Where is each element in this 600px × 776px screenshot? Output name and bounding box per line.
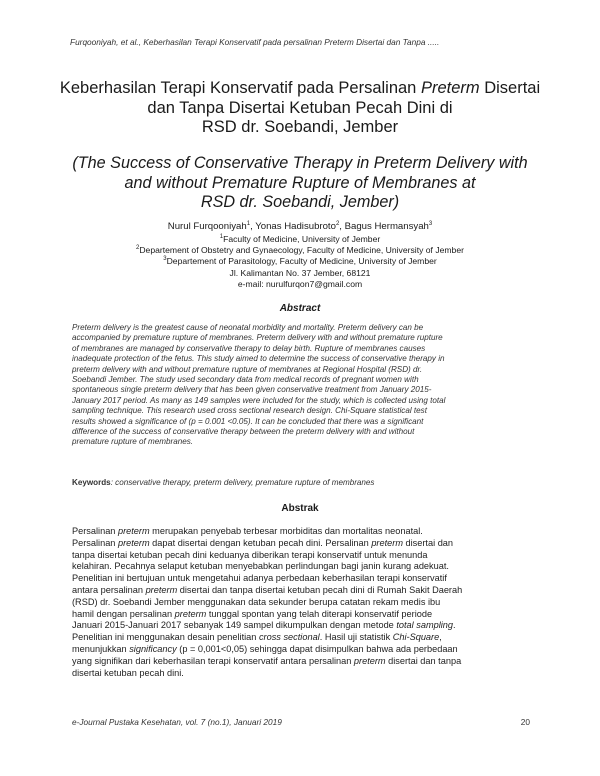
running-head: Furqooniyah, et al., Keberhasilan Terapi Konservatif pada persalinan Preterm Disertai dan Tanpa ..... (70, 37, 440, 47)
abstract-heading: Abstract (279, 303, 321, 314)
title-id-line1-italic: Preterm (420, 79, 480, 97)
abstrak-italic: preterm (145, 584, 178, 595)
abstrak-line (72, 644, 530, 656)
abstrak-text: tunggal spontan yang telah diterapi konservatif periode (206, 608, 433, 619)
abstrak-italic: preterm (174, 608, 207, 619)
abstract-line: premature rupture of membranes. (72, 437, 194, 447)
abstrak-heading: Abstrak (281, 503, 319, 514)
title-indonesian (40, 79, 560, 138)
abstract-line: inadequate protection of the fetus. This study aimed to determine the success of conservative therapy in (72, 354, 445, 364)
abstrak-italic: significancy (129, 643, 177, 654)
abstract-line: January 2017 period. As many as 149 samples were included for the study, which is collected using total (72, 395, 446, 405)
abstrak-text: (p = 0,001<0,05) sehingga dapat disimpulkan bahwa ada perbedaan (176, 643, 458, 654)
email: e-mail: nurulfurqon7@gmail.com (237, 278, 363, 289)
abstrak-line (72, 585, 530, 597)
abstrak-text: Persalinan (72, 526, 118, 536)
abstrak-line (72, 538, 530, 550)
abstrak-text: Januari 2015-Januari 2017 sebanyak 149 sampel dikumpulkan dengan metode (72, 620, 397, 631)
abstrak-italic: preterm (117, 537, 150, 548)
title-id-line3: RSD dr. Soebandi, Jember (201, 118, 399, 137)
abstract-line: difference of the success of conservative therapy between the preterm delivery with and without (72, 427, 415, 437)
affiliation-1-sup: 1 (219, 234, 224, 240)
affiliation-1 (40, 234, 560, 245)
title-id-line2: dan Tanpa Disertai Ketuban Pecah Dini di (147, 98, 453, 117)
abstrak-line (72, 609, 530, 621)
abstrak-text: disertai dan tanpa disertai ketuban pecah dini di Rumah Sakit Daerah (177, 584, 463, 595)
author-1-sup: 1 (246, 221, 251, 227)
author-3-sup: 3 (428, 221, 433, 227)
affiliation-2 (40, 245, 560, 256)
abstract-line: sampling technique. This research used cross sectional research design. Chi-Square statistical test (72, 406, 427, 416)
keywords (72, 478, 530, 487)
title-en-line1: (The Success of Conservative Therapy in Preterm Delivery with (72, 154, 528, 172)
address: Jl. Kalimantan No. 37 Jember, 68121 (229, 267, 371, 278)
affiliation-1-text: Faculty of Medicine, University of Jember (223, 234, 381, 244)
abstrak-text: . Hasil uji statistik (319, 632, 393, 643)
abstract-line: results showed a significance of (p = 0.001 <0.05). It can be concluded that there was a significant (72, 416, 424, 426)
title-en-line2: and without Premature Rupture of Membranes at (124, 173, 476, 192)
abstrak-line: disertai ketuban pecah dini. (72, 667, 184, 678)
abstrak-text: dapat disertai dengan ketuban pecah dini. Persalinan (149, 537, 372, 548)
abstrak-line (72, 526, 530, 538)
abstract-line: Soebandi Jember. The study used secondary data from medical records of pregnant women with (72, 375, 419, 385)
abstract-body (72, 323, 530, 448)
abstract-line: accompanied by premature rupture of membranes. Preterm delivery with and without premature rupture (72, 333, 443, 343)
abstrak-line: kelahiran. Pecahnya selaput ketuban menyebabkan perlindungan bagi janin kurang adekuat. (72, 561, 449, 572)
author-1: Nurul Furqooniyah (167, 221, 247, 232)
abstrak-italic: preterm (371, 537, 403, 548)
abstract-line: of membranes are managed by conservative therapy to delay birth. Rupture of membranes causes (72, 343, 426, 353)
abstrak-line: Penelitian ini menggunakan desain penelitian cross sectional. Hasil uji statistik Chi-Square, (72, 632, 442, 643)
abstrak-italic: preterm (353, 655, 386, 666)
abstrak-text: yang signifikan dari keberhasilan terapi konservatif antara persalinan (72, 655, 354, 666)
abstrak-text: Penelitian ini menggunakan desain penelitian (72, 632, 259, 643)
author-list (40, 221, 560, 233)
abstrak-italic: preterm (117, 526, 150, 536)
affiliation-2-text: Departement of Obstetry and Gynaecology, Faculty of Medicine, University of Jember (139, 245, 464, 256)
affiliations (40, 234, 560, 290)
abstrak-body (72, 526, 530, 679)
abstrak-text: disertai dan (402, 537, 454, 548)
abstrak-line: Penelitian ini bertujuan untuk mengetahui adanya perbedaan keberhasilan terapi konservatif (72, 573, 447, 584)
affiliation-3-text: Departement of Parasitology, Faculty of Medicine, University of Jember (166, 256, 437, 267)
title-english (40, 154, 560, 213)
author-2: , Yonas Hadisubroto (250, 221, 336, 232)
abstrak-text: menunjukkan (72, 643, 130, 654)
abstrak-text: merupakan penyebab terbesar morbiditas dan mortalitas neonatal. (149, 526, 423, 536)
abstrak-text: antara persalinan (72, 584, 146, 595)
abstrak-line: tanpa disertai ketuban pecah dini keduanya diberikan terapi konservatif untuk menunda (72, 549, 428, 560)
abstrak-line: Januari 2015-Januari 2017 sebanyak 149 sampel dikumpulkan dengan metode total sampling. (72, 620, 456, 631)
title-en-line3: RSD dr. Soebandi, Jember) (200, 193, 400, 212)
abstrak-italic: Chi-Square (392, 632, 440, 643)
abstract-line: preterm delivery with and without premature rupture of membranes at Regional Hospital (RSD) dr. (72, 364, 423, 374)
page-number: 20 (520, 717, 530, 727)
abstract-line: spontaneous single preterm delivery that has been given conservative treatment from January 2015- (72, 385, 432, 395)
author-3: , Bagus Hermansyah (339, 221, 429, 232)
abstrak-text: Persalinan (72, 537, 118, 548)
affiliation-2-sup: 2 (136, 245, 140, 252)
abstract-line: Preterm delivery is the greatest cause of neonatal morbidity and mortality. Preterm delivery can be (72, 323, 424, 332)
abstrak-text: disertai dan tanpa (385, 655, 462, 666)
author-2-sup: 2 (335, 221, 340, 227)
footer-journal: e-Journal Pustaka Kesehatan, vol. 7 (no.1), Januari 2019 (72, 717, 282, 727)
title-id-line1-part2: Disertai (479, 79, 541, 97)
abstrak-text: hamil dengan persalinan (72, 608, 175, 619)
abstrak-line (72, 656, 530, 668)
keywords-text: : conservative therapy, preterm delivery, premature rupture of membranes (110, 478, 375, 487)
abstrak-line: (RSD) dr. Soebandi Jember menggunakan data sekunder berupa catatan rekam medis ibu (72, 596, 441, 607)
affiliation-3-sup: 3 (163, 256, 167, 263)
abstrak-italic: cross sectional (258, 632, 320, 643)
abstrak-italic: total sampling (396, 620, 454, 631)
title-id-line1-part1: Keberhasilan Terapi Konservatif pada Persalinan (59, 79, 421, 97)
keywords-label: Keywords (72, 478, 111, 487)
affiliation-3 (40, 256, 560, 267)
